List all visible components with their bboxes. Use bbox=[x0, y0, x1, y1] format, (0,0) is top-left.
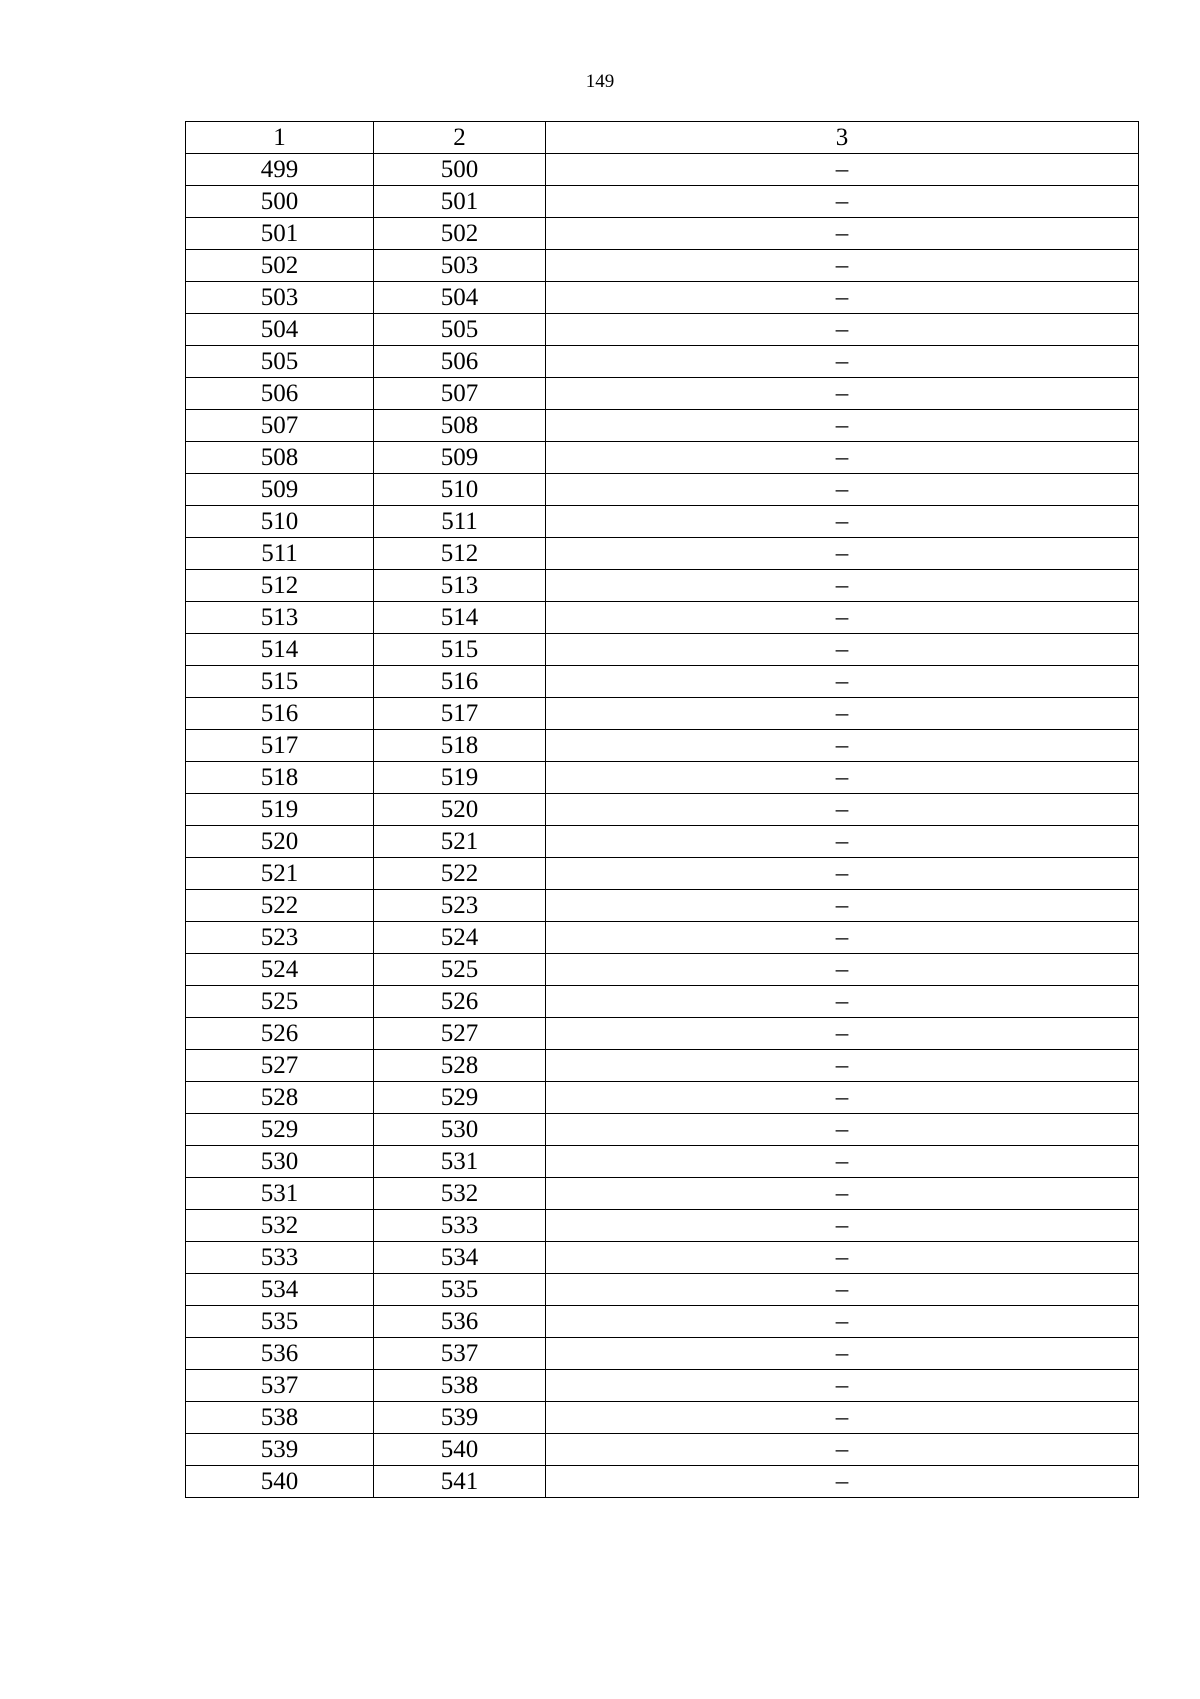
table-row bbox=[186, 890, 1139, 922]
table-cell-col-1: 538 bbox=[186, 1402, 374, 1434]
table-cell-col-2: 522 bbox=[374, 858, 546, 890]
table-cell-col-3: – bbox=[546, 218, 1139, 250]
page-number: 149 bbox=[585, 71, 615, 92]
table-row bbox=[186, 1146, 1139, 1178]
table-cell-col-2: 512 bbox=[374, 538, 546, 570]
table-cell-col-2: 511 bbox=[374, 506, 546, 538]
table-cell-col-1: 502 bbox=[186, 250, 374, 282]
table-row bbox=[186, 1114, 1139, 1146]
table-cell-col-1: 533 bbox=[186, 1242, 374, 1274]
table-header bbox=[186, 122, 1139, 154]
table-cell-col-2: 538 bbox=[374, 1370, 546, 1402]
table-cell-col-3: – bbox=[546, 794, 1139, 826]
table-cell-col-1: 518 bbox=[186, 762, 374, 794]
table-cell-col-3: – bbox=[546, 1338, 1139, 1370]
table-cell-col-2: 535 bbox=[374, 1274, 546, 1306]
table-cell-col-1: 501 bbox=[186, 218, 374, 250]
table-cell-col-1: 521 bbox=[186, 858, 374, 890]
table-cell-col-2: 509 bbox=[374, 442, 546, 474]
table-cell-col-1: 514 bbox=[186, 634, 374, 666]
table-row bbox=[186, 922, 1139, 954]
table-cell-col-1: 508 bbox=[186, 442, 374, 474]
table-row bbox=[186, 474, 1139, 506]
column-header-3: 3 bbox=[546, 122, 1139, 154]
table-cell-col-2: 532 bbox=[374, 1178, 546, 1210]
table-cell-col-3: – bbox=[546, 1210, 1139, 1242]
table-cell-col-2: 515 bbox=[374, 634, 546, 666]
table-row bbox=[186, 1082, 1139, 1114]
table-cell-col-1: 520 bbox=[186, 826, 374, 858]
table-row bbox=[186, 1274, 1139, 1306]
table-cell-col-1: 535 bbox=[186, 1306, 374, 1338]
table-cell-col-2: 517 bbox=[374, 698, 546, 730]
table-row bbox=[186, 602, 1139, 634]
table-row bbox=[186, 186, 1139, 218]
table-cell-col-1: 522 bbox=[186, 890, 374, 922]
table-cell-col-2: 534 bbox=[374, 1242, 546, 1274]
table-cell-col-3: – bbox=[546, 410, 1139, 442]
table-cell-col-1: 540 bbox=[186, 1466, 374, 1498]
table-row bbox=[186, 282, 1139, 314]
table-row bbox=[186, 666, 1139, 698]
table-cell-col-3: – bbox=[546, 1306, 1139, 1338]
table-row bbox=[186, 1402, 1139, 1434]
table-cell-col-2: 526 bbox=[374, 986, 546, 1018]
table-cell-col-2: 536 bbox=[374, 1306, 546, 1338]
table-cell-col-1: 499 bbox=[186, 154, 374, 186]
table-row bbox=[186, 314, 1139, 346]
table-cell-col-3: – bbox=[546, 378, 1139, 410]
table-cell-col-2: 520 bbox=[374, 794, 546, 826]
table-cell-col-3: – bbox=[546, 1370, 1139, 1402]
table-cell-col-1: 519 bbox=[186, 794, 374, 826]
table-cell-col-2: 531 bbox=[374, 1146, 546, 1178]
table-cell-col-2: 503 bbox=[374, 250, 546, 282]
table-row bbox=[186, 1242, 1139, 1274]
table-cell-col-2: 514 bbox=[374, 602, 546, 634]
table-cell-col-3: – bbox=[546, 570, 1139, 602]
table-cell-col-2: 521 bbox=[374, 826, 546, 858]
table-cell-col-2: 529 bbox=[374, 1082, 546, 1114]
table-row bbox=[186, 1370, 1139, 1402]
table-cell-col-1: 539 bbox=[186, 1434, 374, 1466]
table-cell-col-2: 523 bbox=[374, 890, 546, 922]
table-cell-col-3: – bbox=[546, 986, 1139, 1018]
table-cell-col-3: – bbox=[546, 1434, 1139, 1466]
table-cell-col-1: 523 bbox=[186, 922, 374, 954]
table-row bbox=[186, 378, 1139, 410]
table-cell-col-1: 534 bbox=[186, 1274, 374, 1306]
table-cell-col-3: – bbox=[546, 1114, 1139, 1146]
table-cell-col-2: 502 bbox=[374, 218, 546, 250]
table-cell-col-3: – bbox=[546, 282, 1139, 314]
table-cell-col-3: – bbox=[546, 250, 1139, 282]
table-cell-col-1: 513 bbox=[186, 602, 374, 634]
table-cell-col-3: – bbox=[546, 538, 1139, 570]
table-row bbox=[186, 218, 1139, 250]
table-cell-col-1: 512 bbox=[186, 570, 374, 602]
table-cell-col-3: – bbox=[546, 1178, 1139, 1210]
table-cell-col-2: 505 bbox=[374, 314, 546, 346]
table-row bbox=[186, 730, 1139, 762]
table-cell-col-3: – bbox=[546, 762, 1139, 794]
table-cell-col-1: 537 bbox=[186, 1370, 374, 1402]
table-cell-col-3: – bbox=[546, 186, 1139, 218]
table-cell-col-3: – bbox=[546, 602, 1139, 634]
table-cell-col-2: 541 bbox=[374, 1466, 546, 1498]
table-row bbox=[186, 538, 1139, 570]
table-cell-col-1: 526 bbox=[186, 1018, 374, 1050]
table-cell-col-3: – bbox=[546, 826, 1139, 858]
column-header-2: 2 bbox=[374, 122, 546, 154]
table-cell-col-1: 531 bbox=[186, 1178, 374, 1210]
table-cell-col-2: 516 bbox=[374, 666, 546, 698]
table-cell-col-1: 506 bbox=[186, 378, 374, 410]
table-cell-col-3: – bbox=[546, 506, 1139, 538]
table-cell-col-1: 532 bbox=[186, 1210, 374, 1242]
table-cell-col-3: – bbox=[546, 1146, 1139, 1178]
table-row bbox=[186, 1434, 1139, 1466]
table-cell-col-3: – bbox=[546, 1466, 1139, 1498]
table-cell-col-3: – bbox=[546, 730, 1139, 762]
table-row bbox=[186, 698, 1139, 730]
table-cell-col-2: 500 bbox=[374, 154, 546, 186]
table-cell-col-1: 536 bbox=[186, 1338, 374, 1370]
table-cell-col-3: – bbox=[546, 922, 1139, 954]
table-cell-col-1: 527 bbox=[186, 1050, 374, 1082]
table-row bbox=[186, 794, 1139, 826]
data-table bbox=[185, 121, 1139, 1498]
table-cell-col-3: – bbox=[546, 154, 1139, 186]
table-cell-col-2: 540 bbox=[374, 1434, 546, 1466]
table-cell-col-2: 510 bbox=[374, 474, 546, 506]
table-cell-col-3: – bbox=[546, 1242, 1139, 1274]
table-cell-col-1: 517 bbox=[186, 730, 374, 762]
table-cell-col-1: 515 bbox=[186, 666, 374, 698]
table-row bbox=[186, 1306, 1139, 1338]
table-cell-col-1: 528 bbox=[186, 1082, 374, 1114]
table-row bbox=[186, 954, 1139, 986]
table-row bbox=[186, 1178, 1139, 1210]
table-cell-col-3: – bbox=[546, 698, 1139, 730]
table-row bbox=[186, 250, 1139, 282]
table-cell-col-3: – bbox=[546, 634, 1139, 666]
table-cell-col-2: 519 bbox=[374, 762, 546, 794]
table-row bbox=[186, 1210, 1139, 1242]
table-cell-col-3: – bbox=[546, 442, 1139, 474]
table-cell-col-2: 507 bbox=[374, 378, 546, 410]
table-row bbox=[186, 1338, 1139, 1370]
table-cell-col-3: – bbox=[546, 314, 1139, 346]
table-cell-col-1: 505 bbox=[186, 346, 374, 378]
table-cell-col-3: – bbox=[546, 1050, 1139, 1082]
table-cell-col-1: 503 bbox=[186, 282, 374, 314]
table-cell-col-2: 528 bbox=[374, 1050, 546, 1082]
table-cell-col-1: 529 bbox=[186, 1114, 374, 1146]
table-body bbox=[186, 154, 1139, 1498]
table-cell-col-2: 527 bbox=[374, 1018, 546, 1050]
table-cell-col-3: – bbox=[546, 954, 1139, 986]
table-row bbox=[186, 762, 1139, 794]
table-cell-col-2: 506 bbox=[374, 346, 546, 378]
header-row bbox=[186, 122, 1139, 154]
table-cell-col-1: 507 bbox=[186, 410, 374, 442]
table-cell-col-3: – bbox=[546, 346, 1139, 378]
table-row bbox=[186, 1018, 1139, 1050]
table-cell-col-2: 504 bbox=[374, 282, 546, 314]
table-row bbox=[186, 570, 1139, 602]
table-row bbox=[186, 442, 1139, 474]
table-cell-col-2: 501 bbox=[374, 186, 546, 218]
table-cell-col-1: 504 bbox=[186, 314, 374, 346]
table-row bbox=[186, 634, 1139, 666]
table-row bbox=[186, 826, 1139, 858]
table-cell-col-2: 533 bbox=[374, 1210, 546, 1242]
table-cell-col-1: 525 bbox=[186, 986, 374, 1018]
table-row bbox=[186, 346, 1139, 378]
table-row bbox=[186, 858, 1139, 890]
table-cell-col-2: 537 bbox=[374, 1338, 546, 1370]
table-row bbox=[186, 410, 1139, 442]
table-cell-col-3: – bbox=[546, 890, 1139, 922]
table-cell-col-3: – bbox=[546, 1018, 1139, 1050]
table-cell-col-2: 513 bbox=[374, 570, 546, 602]
table-cell-col-3: – bbox=[546, 858, 1139, 890]
table-cell-col-3: – bbox=[546, 666, 1139, 698]
table-cell-col-3: – bbox=[546, 474, 1139, 506]
table-row bbox=[186, 154, 1139, 186]
table-cell-col-3: – bbox=[546, 1274, 1139, 1306]
table-cell-col-2: 539 bbox=[374, 1402, 546, 1434]
table-row bbox=[186, 1466, 1139, 1498]
table-cell-col-3: – bbox=[546, 1082, 1139, 1114]
table-cell-col-3: – bbox=[546, 1402, 1139, 1434]
table-cell-col-2: 530 bbox=[374, 1114, 546, 1146]
table-cell-col-2: 525 bbox=[374, 954, 546, 986]
table-cell-col-1: 511 bbox=[186, 538, 374, 570]
table-cell-col-1: 500 bbox=[186, 186, 374, 218]
table-cell-col-1: 510 bbox=[186, 506, 374, 538]
table-cell-col-1: 516 bbox=[186, 698, 374, 730]
table-cell-col-1: 524 bbox=[186, 954, 374, 986]
table-cell-col-2: 508 bbox=[374, 410, 546, 442]
table-row bbox=[186, 986, 1139, 1018]
table-cell-col-2: 518 bbox=[374, 730, 546, 762]
table-row bbox=[186, 1050, 1139, 1082]
column-header-1: 1 bbox=[186, 122, 374, 154]
table-cell-col-1: 530 bbox=[186, 1146, 374, 1178]
table-cell-col-2: 524 bbox=[374, 922, 546, 954]
table-cell-col-1: 509 bbox=[186, 474, 374, 506]
table-row bbox=[186, 506, 1139, 538]
